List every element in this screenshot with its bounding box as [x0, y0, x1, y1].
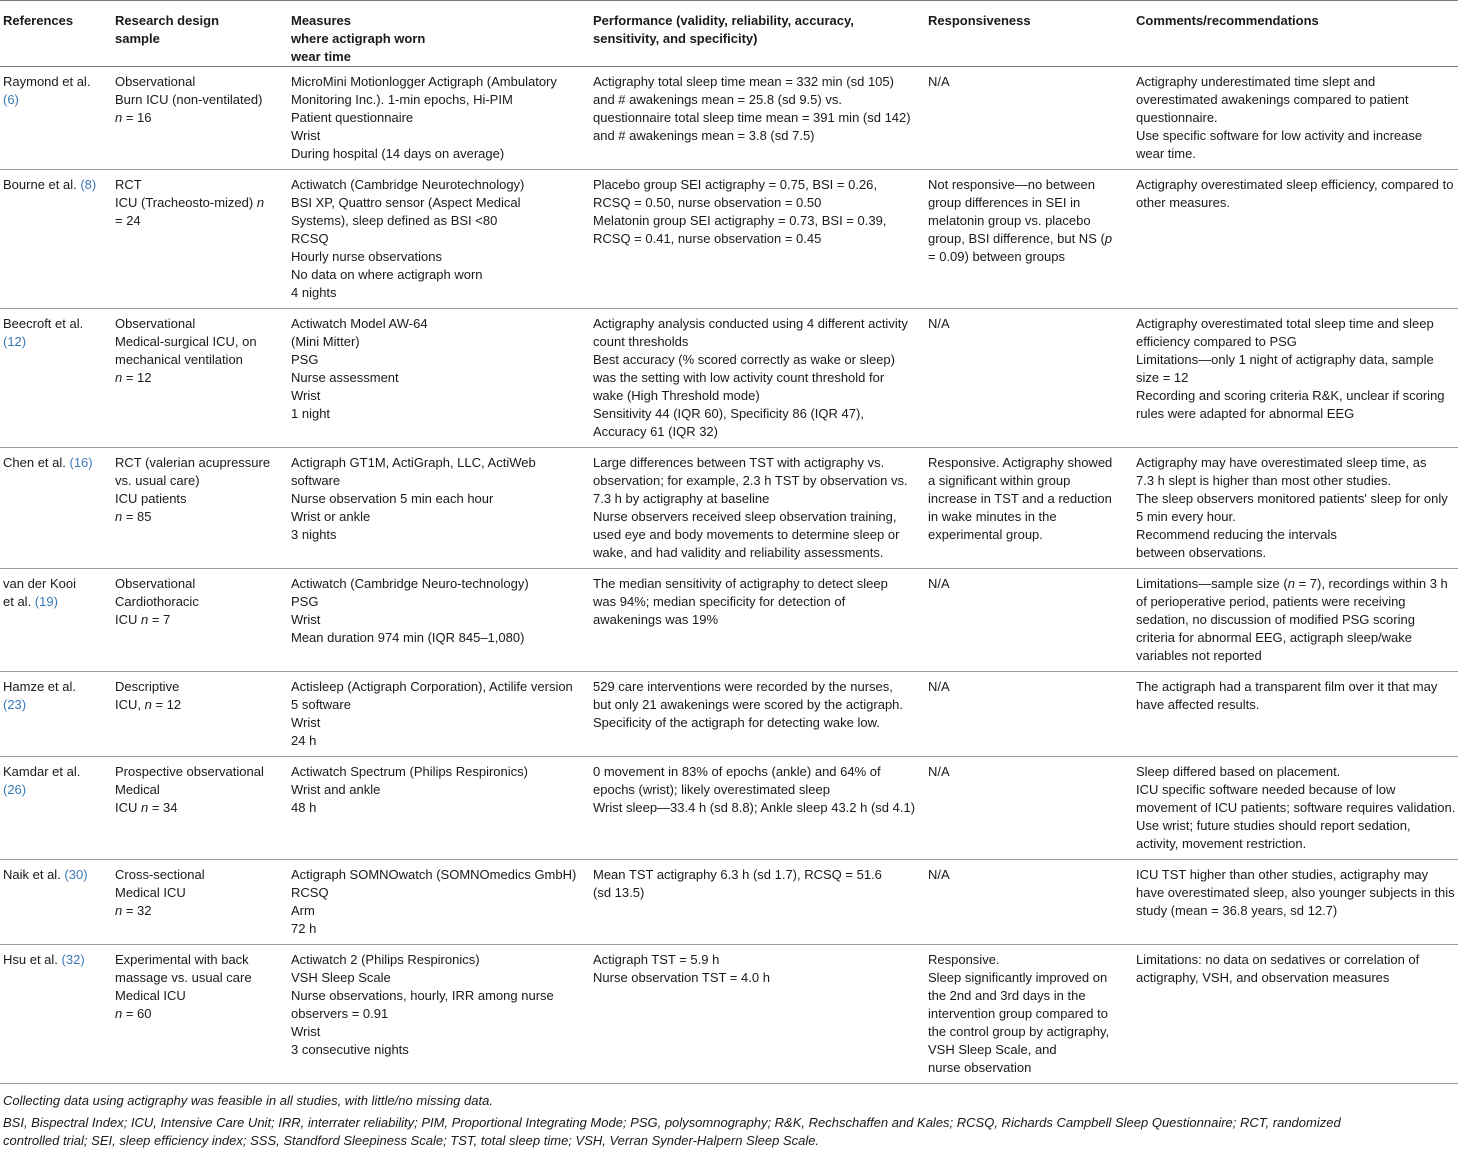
cell-line: Actiwatch 2 (Philips Respironics) [291, 952, 480, 967]
cell-research-design [112, 757, 288, 860]
cell-line: in wake minutes in the [928, 509, 1057, 524]
cell-line: melatonin group vs. placebo [928, 213, 1091, 228]
cell-line: N/A [928, 576, 950, 591]
cell-measures [288, 757, 590, 860]
cell-line: but only 21 awakenings were scored by the actigraph. [593, 697, 904, 712]
cell-line: software [291, 473, 341, 488]
cell-line: group, BSI difference, but NS (p [928, 231, 1113, 246]
reference-line[interactable] [3, 91, 110, 109]
reference-number-link[interactable]: (19) [34, 594, 58, 609]
cell-line: Medical [115, 782, 160, 797]
cell-line: 0 movement in 83% of epochs (ankle) and 64% of [593, 764, 881, 779]
cell-line: N/A [928, 679, 950, 694]
cell-measures [288, 860, 590, 945]
cell-measures [288, 170, 590, 309]
cell-line: PSG [291, 352, 319, 367]
cell-line: observation; for example, 2.3 h TST by observation vs. [593, 473, 908, 488]
cell-comments [1133, 309, 1458, 448]
cell-line: Nurse observations, hourly, IRR among nurse [291, 988, 554, 1003]
cell-line: Accuracy 61 (IQR 32) [593, 424, 718, 439]
cell-line: n = 16 [115, 110, 152, 125]
cell-line: = 0.09) between groups [928, 249, 1065, 264]
cell-line: variables not reported [1136, 648, 1262, 663]
cell-measures [288, 309, 590, 448]
reference-number-link[interactable]: (8) [80, 177, 97, 192]
cell-line: n = 32 [115, 903, 152, 918]
cell-line: Actigraphy overestimated total sleep time and sleep [1136, 316, 1434, 331]
cell-line: between observations. [1136, 545, 1267, 560]
cell-line: Arm [291, 903, 315, 918]
cell-line: was 94%; median specificity for detection of [593, 594, 846, 609]
cell-line: the control group by actigraphy, [928, 1024, 1110, 1039]
cell-line: experimental group. [928, 527, 1043, 542]
cell-line: n = 60 [115, 1006, 152, 1021]
cell-line: wake, and had validity and reliability assessments. [593, 545, 884, 560]
cell-line: Medical ICU [115, 885, 186, 900]
cell-measures [288, 945, 590, 1084]
cell-line: Monitoring Inc.). 1-min epochs, Hi-PIM [291, 92, 513, 107]
header-references: References [0, 1, 112, 67]
cell-line: vs. usual care) [115, 473, 200, 488]
reference-line[interactable] [3, 696, 110, 714]
cell-line: rules were adapted for abnormal EEG [1136, 406, 1355, 421]
cell-measures [288, 569, 590, 672]
cell-line: Cardiothoracic [115, 594, 199, 609]
cell-line: Actiwatch Model AW-64 [291, 316, 428, 331]
cell-line: Actigraph SOMNOwatch (SOMNOmedics GmbH) [291, 867, 577, 882]
cell-line: Actigraphy may have overestimated sleep time, as [1136, 455, 1427, 470]
cell-research-design [112, 945, 288, 1084]
cell-line: nurse observation [928, 1060, 1032, 1075]
cell-line: Large differences between TST with actigraphy vs. [593, 455, 885, 470]
cell-performance [590, 757, 925, 860]
reference-number-link[interactable]: (26) [3, 782, 27, 797]
cell-line: a significant within group [928, 473, 1071, 488]
cell-line: increase in TST and a reduction [928, 491, 1112, 506]
cell-research-design [112, 448, 288, 569]
cell-line: MicroMini Motionlogger Actigraph (Ambulatory [291, 74, 557, 89]
cell-line: Use wrist; future studies should report sedation, [1136, 818, 1411, 833]
cell-reference [0, 67, 112, 170]
cell-comments [1133, 67, 1458, 170]
cell-line: Systems), sleep defined as BSI <80 [291, 213, 498, 228]
cell-reference [0, 860, 112, 945]
cell-line: Patient questionnaire [291, 110, 414, 125]
reference-line[interactable]: Beecroft et al. [3, 316, 84, 331]
cell-line: questionnaire total sleep time mean = 391 min (sd 142) [593, 110, 911, 125]
cell-line: Actiwatch Spectrum (Philips Respironics) [291, 764, 528, 779]
cell-line: count thresholds [593, 334, 689, 349]
cell-comments [1133, 448, 1458, 569]
cell-line: Actigraphy underestimated time slept and [1136, 74, 1376, 89]
header-performance: Performance (validity, reliability, accuracy, sensitivity, and specificity) [590, 1, 925, 67]
cell-performance [590, 945, 925, 1084]
cell-line: RCSQ = 0.41, nurse observation = 0.45 [593, 231, 822, 246]
cell-line: mechanical ventilation [115, 352, 243, 367]
cell-line: Limitations—only 1 night of actigraphy data, sample [1136, 352, 1434, 367]
cell-line: During hospital (14 days on average) [291, 146, 505, 161]
cell-responsiveness [925, 67, 1133, 170]
table-row [0, 672, 1458, 757]
cell-line: No data on where actigraph worn [291, 267, 483, 282]
cell-line: RCSQ [291, 231, 329, 246]
footnote-abbreviations-1: BSI, Bispectral Index; ICU, Intensive Care Unit; IRR, interrater reliability; PIM, Proportional Integrating Mode; PSG, polysomnography; R&K, Rechschaffen and Kales; RCSQ, Richards Campbell Sleep Questionnaire; RCT, randomized [3, 1115, 1341, 1130]
cell-comments [1133, 170, 1458, 309]
cell-line: Responsive. Actigraphy showed [928, 455, 1113, 470]
reference-line[interactable]: Chen et al. (16) [3, 455, 93, 470]
cell-line: 3 consecutive nights [291, 1042, 409, 1057]
cell-line: Wrist or ankle [291, 509, 371, 524]
cell-line: ICU n = 7 [115, 612, 171, 627]
footnote-feasibility: Collecting data using actigraphy was feasible in all studies, with little/no missing data. [3, 1093, 493, 1108]
cell-line: Actigraphy total sleep time mean = 332 min (sd 105) [593, 74, 894, 89]
cell-line: Wrist [291, 1024, 321, 1039]
cell-line: movement of ICU patients; software requires validation. [1136, 800, 1456, 815]
cell-comments [1133, 757, 1458, 860]
cell-line: Limitations—sample size (n = 7), recordings within 3 h [1136, 576, 1448, 591]
cell-line: epochs (wrist); likely overestimated sleep [593, 782, 830, 797]
table-row [0, 170, 1458, 309]
cell-line: n = 85 [115, 509, 152, 524]
cell-line: N/A [928, 74, 950, 89]
cell-line: (sd 13.5) [593, 885, 645, 900]
cell-responsiveness [925, 309, 1133, 448]
cell-line: Mean TST actigraphy 6.3 h (sd 1.7), RCSQ = 51.6 [593, 867, 882, 882]
cell-responsiveness [925, 569, 1133, 672]
reference-number-link[interactable]: (32) [61, 952, 85, 967]
cell-line: Wrist [291, 128, 321, 143]
cell-line: of perioperative period, patients were receiving [1136, 594, 1406, 609]
cell-line: Mean duration 974 min (IQR 845–1,080) [291, 630, 525, 645]
cell-comments [1133, 945, 1458, 1084]
cell-line: Burn ICU (non-ventilated) [115, 92, 263, 107]
cell-line: size = 12 [1136, 370, 1189, 385]
cell-line: 72 h [291, 921, 317, 936]
reference-line[interactable]: van der Kooi [3, 576, 76, 591]
cell-line: group differences in SEI in [928, 195, 1081, 210]
cell-line: sedation, no discussion of modified PSG scoring [1136, 612, 1415, 627]
table-row [0, 448, 1458, 569]
cell-line: and # awakenings mean = 25.8 (sd 9.5) vs. [593, 92, 842, 107]
cell-line: Wrist and ankle [291, 782, 381, 797]
cell-research-design [112, 67, 288, 170]
cell-line: wear time. [1136, 146, 1196, 161]
reference-line[interactable]: et al. (19) [3, 594, 58, 609]
cell-line: Recording and scoring criteria R&K, unclear if scoring [1136, 388, 1445, 403]
cell-line: actigraphy, VSH, and observation measures [1136, 970, 1390, 985]
cell-line: Best accuracy (% scored correctly as wake or sleep) [593, 352, 895, 367]
reference-number-link[interactable]: (6) [3, 92, 19, 107]
cell-line: Actiwatch (Cambridge Neuro-technology) [291, 576, 529, 591]
cell-reference [0, 945, 112, 1084]
cell-measures [288, 67, 590, 170]
cell-line: the 2nd and 3rd days in the [928, 988, 1086, 1003]
cell-line: observers = 0.91 [291, 1006, 389, 1021]
cell-line: RCSQ [291, 885, 329, 900]
cell-responsiveness [925, 945, 1133, 1084]
header-responsiveness: Responsiveness [925, 1, 1133, 67]
cell-line: 529 care interventions were recorded by the nurses, [593, 679, 893, 694]
header-row [0, 1, 1458, 67]
cell-line: Limitations: no data on sedatives or correlation of [1136, 952, 1420, 967]
cell-line: Cross-sectional [115, 867, 205, 882]
cell-comments [1133, 672, 1458, 757]
cell-line: Wrist sleep—33.4 h (sd 8.8); Ankle sleep 43.2 h (sd 4.1) [593, 800, 916, 815]
cell-line: 4 nights [291, 285, 337, 300]
cell-line: other measures. [1136, 195, 1230, 210]
cell-performance [590, 448, 925, 569]
cell-line: Placebo group SEI actigraphy = 0.75, BSI = 0.26, [593, 177, 878, 192]
cell-line: 48 h [291, 800, 317, 815]
reference-number-link[interactable]: (30) [64, 867, 88, 882]
cell-line: 7.3 h slept is higher than most other studies. [1136, 473, 1392, 488]
cell-line: Hourly nurse observations [291, 249, 443, 264]
table-row [0, 569, 1458, 672]
cell-line: study (mean = 36.8 years, sd 12.7) [1136, 903, 1338, 918]
cell-line: and # awakenings mean = 3.8 (sd 7.5) [593, 128, 815, 143]
cell-line: was the setting with low activity count threshold for [593, 370, 885, 385]
cell-line: have overestimated sleep, also younger subjects in this [1136, 885, 1455, 900]
cell-line: ICU patients [115, 491, 187, 506]
cell-measures [288, 672, 590, 757]
cell-line: (Mini Mitter) [291, 334, 360, 349]
cell-line: have affected results. [1136, 697, 1260, 712]
cell-line: 5 min every hour. [1136, 509, 1236, 524]
table-row [0, 860, 1458, 945]
cell-performance [590, 569, 925, 672]
cell-line: Prospective observational [115, 764, 264, 779]
cell-line: Responsive. [928, 952, 1000, 967]
table-row [0, 945, 1458, 1084]
cell-line: PSG [291, 594, 319, 609]
cell-line: The median sensitivity of actigraphy to detect sleep [593, 576, 888, 591]
cell-line: Use specific software for low activity and increase [1136, 128, 1423, 143]
cell-line: Wrist [291, 388, 321, 403]
cell-reference [0, 448, 112, 569]
cell-reference [0, 170, 112, 309]
table-body [0, 67, 1458, 1084]
cell-responsiveness [925, 170, 1133, 309]
cell-reference [0, 757, 112, 860]
cell-line: ICU, n = 12 [115, 697, 182, 712]
cell-line: Observational [115, 316, 196, 331]
cell-line: Observational [115, 576, 196, 591]
cell-line: n = 12 [115, 370, 152, 385]
cell-line: N/A [928, 316, 950, 331]
cell-line: awakenings was 19% [593, 612, 719, 627]
cell-line: RCSQ = 0.50, nurse observation = 0.50 [593, 195, 822, 210]
cell-line: Not responsive—no between [928, 177, 1095, 192]
cell-line: Actigraph TST = 5.9 h [593, 952, 720, 967]
cell-line: Actisleep (Actigraph Corporation), Actilife version [291, 679, 573, 694]
header-comments: Comments/recommendations [1133, 1, 1458, 67]
cell-line: 3 nights [291, 527, 337, 542]
cell-line: ICU n = 34 [115, 800, 178, 815]
cell-measures [288, 448, 590, 569]
reference-line[interactable]: Raymond et al. [3, 74, 91, 89]
cell-line: Specificity of the actigraph for detecting wake low. [593, 715, 880, 730]
cell-line: criteria for abnormal EEG, actigraph sleep/wake [1136, 630, 1413, 645]
cell-responsiveness [925, 672, 1133, 757]
cell-line: 5 software [291, 697, 351, 712]
cell-line: N/A [928, 764, 950, 779]
cell-line: wake (High Threshold mode) [593, 388, 760, 403]
header-research-design: Research design sample [112, 1, 288, 67]
cell-line: The actigraph had a transparent film over it that may [1136, 679, 1438, 694]
cell-line: RCT [115, 177, 142, 192]
cell-line: ICU specific software needed because of low [1136, 782, 1396, 797]
cell-line: Actigraph GT1M, ActiGraph, LLC, ActiWeb [291, 455, 536, 470]
cell-reference [0, 309, 112, 448]
cell-reference [0, 672, 112, 757]
cell-line: overestimated awakenings compared to patient [1136, 92, 1409, 107]
cell-line: Experimental with back [115, 952, 249, 967]
cell-line: VSH Sleep Scale, and [928, 1042, 1057, 1057]
cell-research-design [112, 672, 288, 757]
table-row [0, 757, 1458, 860]
cell-line: used eye and body movements to determine sleep or [593, 527, 900, 542]
cell-line: Descriptive [115, 679, 180, 694]
cell-line: Sensitivity 44 (IQR 60), Specificity 86 (IQR 47), [593, 406, 864, 421]
cell-responsiveness [925, 757, 1133, 860]
cell-performance [590, 309, 925, 448]
cell-line: Sleep significantly improved on [928, 970, 1108, 985]
footnote-abbreviations-2: controlled trial; SEI, sleep efficiency index; SSS, Standford Sleepiness Scale; TST, total sleep time; VSH, Verran Synder-Halpern Sleep Scale. [3, 1133, 820, 1148]
cell-comments [1133, 860, 1458, 945]
cell-research-design [112, 860, 288, 945]
cell-line: 24 h [291, 733, 317, 748]
cell-line: activity, movement restriction. [1136, 836, 1307, 851]
cell-line: Melatonin group SEI actigraphy = 0.73, BSI = 0.39, [593, 213, 887, 228]
cell-performance [590, 672, 925, 757]
cell-line: = 24 [115, 213, 141, 228]
cell-line: questionnaire. [1136, 110, 1218, 125]
cell-line: ICU TST higher than other studies, actigraphy may [1136, 867, 1429, 882]
reference-line[interactable]: Naik et al. (30) [3, 867, 88, 882]
cell-research-design [112, 170, 288, 309]
cell-performance [590, 860, 925, 945]
table-footnotes [0, 1084, 1458, 1150]
cell-line: VSH Sleep Scale [291, 970, 391, 985]
cell-performance [590, 170, 925, 309]
cell-line: Actigraphy overestimated sleep efficiency, compared to [1136, 177, 1454, 192]
cell-line: ICU (Tracheosto-mized) n [115, 195, 265, 210]
cell-research-design [112, 569, 288, 672]
cell-responsiveness [925, 448, 1133, 569]
cell-line: Nurse assessment [291, 370, 399, 385]
cell-line: efficiency compared to PSG [1136, 334, 1297, 349]
cell-performance [590, 67, 925, 170]
cell-reference [0, 569, 112, 672]
cell-line: massage vs. usual care [115, 970, 252, 985]
cell-line: Wrist [291, 715, 321, 730]
reference-line[interactable]: Hamze et al. [3, 679, 76, 694]
reference-number-link[interactable]: (12) [3, 334, 27, 349]
cell-line: Actiwatch (Cambridge Neurotechnology) [291, 177, 525, 192]
cell-responsiveness [925, 860, 1133, 945]
cell-line: Nurse observers received sleep observation training, [593, 509, 897, 524]
header-measures: Measures where actigraph worn wear time [288, 1, 590, 67]
table-row [0, 67, 1458, 170]
reference-line[interactable] [3, 781, 110, 799]
cell-line: intervention group compared to [928, 1006, 1108, 1021]
cell-line: Actigraphy analysis conducted using 4 different activity [593, 316, 908, 331]
cell-line: Nurse observation TST = 4.0 h [593, 970, 770, 985]
cell-line: RCT (valerian acupressure [115, 455, 271, 470]
cell-line: Observational [115, 74, 196, 89]
cell-line: N/A [928, 867, 950, 882]
cell-line: 7.3 h by actigraphy at baseline [593, 491, 770, 506]
cell-research-design [112, 309, 288, 448]
cell-line: Sleep differed based on placement. [1136, 764, 1341, 779]
reference-number-link[interactable]: (23) [3, 697, 27, 712]
cell-line: BSI XP, Quattro sensor (Aspect Medical [291, 195, 521, 210]
cell-line: 1 night [291, 406, 331, 421]
cell-line: Medical-surgical ICU, on [115, 334, 257, 349]
table-row [0, 309, 1458, 448]
reference-line[interactable]: Bourne et al. (8) [3, 177, 97, 192]
cell-comments [1133, 569, 1458, 672]
cell-line: Medical ICU [115, 988, 186, 1003]
reference-line[interactable] [3, 333, 110, 351]
cell-line: The sleep observers monitored patients' sleep for only [1136, 491, 1448, 506]
cell-line: Recommend reducing the intervals [1136, 527, 1337, 542]
reference-line[interactable]: Hsu et al. (32) [3, 952, 85, 967]
reference-number-link[interactable]: (16) [69, 455, 93, 470]
reference-line[interactable]: Kamdar et al. [3, 764, 81, 779]
cell-line: Nurse observation 5 min each hour [291, 491, 494, 506]
cell-line: Wrist [291, 612, 321, 627]
